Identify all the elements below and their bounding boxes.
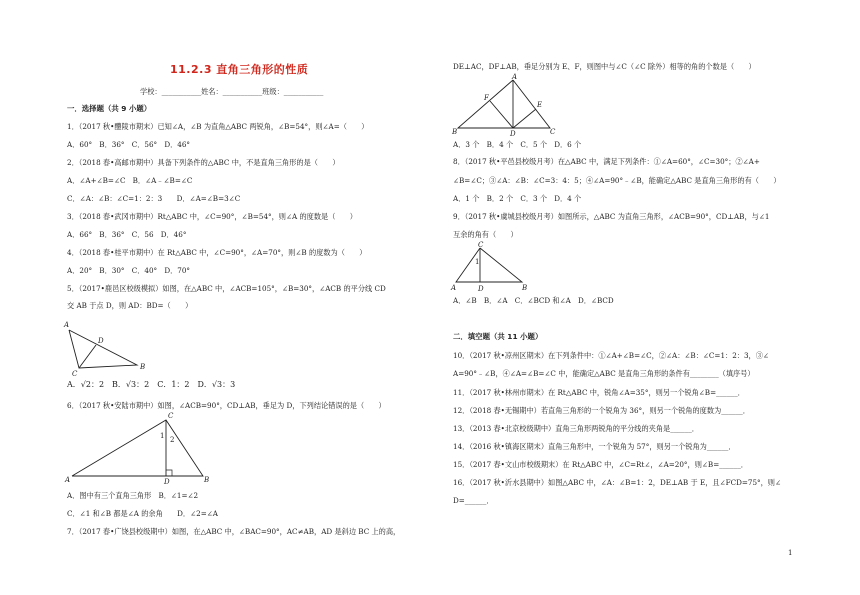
fig6-label-1: 1 (160, 432, 165, 440)
fig6-label-2: 2 (170, 436, 175, 444)
fig6-label-a: A (65, 476, 71, 484)
q10-text-2: A=90°﹣∠B，④∠A=∠B=∠C 中，能确定△ABC 是直角三角形的条件有________（填序号） (453, 369, 755, 378)
q7-text: 7．（2017 春•广饶县校级期中）如图，在△ABC 中，∠BAC=90°，AC≠AB，AD 是斜边 BC 上的高， (67, 527, 401, 536)
section-choice-heading: 一．选择题（共 9 小题） (67, 104, 152, 113)
fig5-label-a: A (64, 321, 70, 329)
q8-text-1: 8．（2017 秋•平邑县校级月考）在△ABC 中，满足下列条件：①∠A=60°，∠C=30°；②∠A+ (453, 157, 760, 166)
q2-options-1: A．∠A+∠B=∠C B．∠A﹣∠B=∠C (67, 176, 193, 185)
q4-options: A．20° B．30° C．40° D．70° (67, 266, 191, 275)
q6-text: 6．（2017 秋•安陆市期中）如图，∠ACB=90°，CD⊥AB，垂足为 D，下列结论错误的是（ ） (67, 401, 386, 410)
fig9-label-b: B (522, 284, 528, 292)
q1-options: A．60° B．36° C．56° D．46° (67, 140, 191, 149)
q6-options-1: A．图中有三个直角三角形 B．∠1=∠2 (67, 491, 199, 500)
figure-q6 (64, 412, 214, 484)
q9-text-1: 9．（2017 秋•虞城县校级月考）如图所示，△ABC 为直角三角形，∠ACB=90°，CD⊥AB，与∠1 (453, 212, 770, 221)
fig6-label-c: C (168, 412, 174, 420)
page-title: 11.2.3 直角三角形的性质 (170, 63, 309, 76)
q10-text-1: 10．（2017 秋•凉州区期末）在下列条件中：①∠A+∠B=∠C，②∠A：∠B：∠C=1：2：3，③∠ (453, 351, 769, 360)
q3-options: A．66° B．36° C．56 D．46° (67, 230, 187, 239)
q16-text-1: 16．（2017 秋•沂水县期中）如图△ABC 中，∠A：∠B=1：2，DE⊥AB 于 E，且∠FCD=75°，则∠ (453, 478, 782, 487)
q14-text: 14．（2016 秋•镇海区期末）直角三角形中，一个锐角为 57°，则另一个锐角为______． (453, 442, 736, 451)
fig7-label-b: B (452, 128, 458, 136)
q4-text: 4．（2018 春•桂平市期中）在 Rt△ABC 中，∠C=90°，∠A=70°，则∠B 的度数为（ ） (67, 248, 367, 257)
fig7-label-c: C (550, 128, 556, 136)
fig9-label-1: 1 (475, 258, 480, 266)
q5-options: A．√2：2 B．√3：2 C．1：2 D．√3：3 (67, 380, 236, 389)
figure-q9 (450, 240, 530, 295)
q13-text: 13．（2013 春•北京校级期中）直角三角形两锐角的平分线的夹角是______． (453, 424, 699, 433)
fig6-label-d: D (164, 478, 170, 486)
q7-text-cont: DE⊥AC，DF⊥AB，垂足分别为 E、F，则图中与∠C（∠C 除外）相等的角的个数是（ ） (453, 62, 756, 71)
fig7-label-e: E (537, 101, 543, 109)
fig7-label-f: F (484, 94, 489, 102)
page-number: 1 (788, 549, 793, 557)
q7-options: A．3 个 B．4 个 C．5 个 D．6 个 (453, 140, 582, 149)
fig5-label-d: D (98, 337, 104, 345)
q9-text-2: 互余的角有（ ） (453, 230, 518, 239)
fig7-label-a: A (512, 73, 518, 81)
info-line: 学校：___________姓名：___________班级：___________ (140, 87, 324, 96)
fig6-label-b: B (204, 476, 210, 484)
q15-text: 15．（2017 春•文山市校级期末）在 Rt△ABC 中，∠C=Rt∠，∠A=20°，则∠B=______． (453, 460, 748, 469)
q3-text: 3．（2018 春•武冈市期中）Rt△ABC 中，∠C=90°，∠B=54°，则∠A 的度数是（ ） (67, 212, 357, 221)
q8-text-2: ∠B=∠C；③∠A：∠B：∠C=3：4：5；④∠A=90°﹣∠B，能确定△ABC 是直角三角形的有（ ） (453, 176, 781, 185)
section-fill-heading: 二．填空题（共 11 小题） (453, 332, 543, 341)
q11-text: 11．（2017 秋•林州市期末）在 Rt△ABC 中，锐角∠A=35°，则另一个锐角∠B=______． (453, 388, 745, 397)
q9-options: A．∠B B．∠A C．∠BCD 和∠A D．∠BCD (453, 296, 614, 305)
figure-q7 (450, 74, 560, 136)
fig5-label-b: B (140, 363, 146, 371)
q5-text-2: 交 AB 于点 D，则 AD：BD=（ ） (67, 301, 193, 310)
q16-text-2: D=______． (453, 496, 494, 505)
q5-text-1: 5．（2017•鹿邑区校级模拟）如图，在△ABC 中，∠ACB=105°，∠B=30°，∠ACB 的平分线 CD (67, 284, 386, 293)
q8-options: A．1 个 B．2 个 C．3 个 D．4 个 (453, 194, 582, 203)
fig9-label-d: D (478, 285, 484, 293)
q1-text: 1．（2017 秋•醴陵市期末）已知∠A，∠B 为直角△ABC 两锐角，∠B=54°，则∠A=（ ） (67, 122, 369, 131)
fig9-label-c: C (478, 241, 484, 249)
fig7-label-d: D (510, 130, 516, 138)
fig9-label-a: A (451, 284, 457, 292)
q2-text: 2．（2018 春•高邮市期中）具备下列条件的△ABC 中，不是直角三角形的是（ ） (67, 158, 340, 167)
figure-q5 (62, 318, 152, 376)
q2-options-2: C．∠A：∠B：∠C=1：2：3 D．∠A=∠B=3∠C (67, 194, 241, 203)
q6-options-2: C．∠1 和∠B 都是∠A 的余角 D．∠2=∠A (67, 509, 218, 518)
q12-text: 12．（2018 春•无锡期中）若直角三角形的一个锐角为 36°，则另一个锐角的度数为______． (453, 406, 750, 415)
fig5-label-c: C (72, 370, 78, 378)
